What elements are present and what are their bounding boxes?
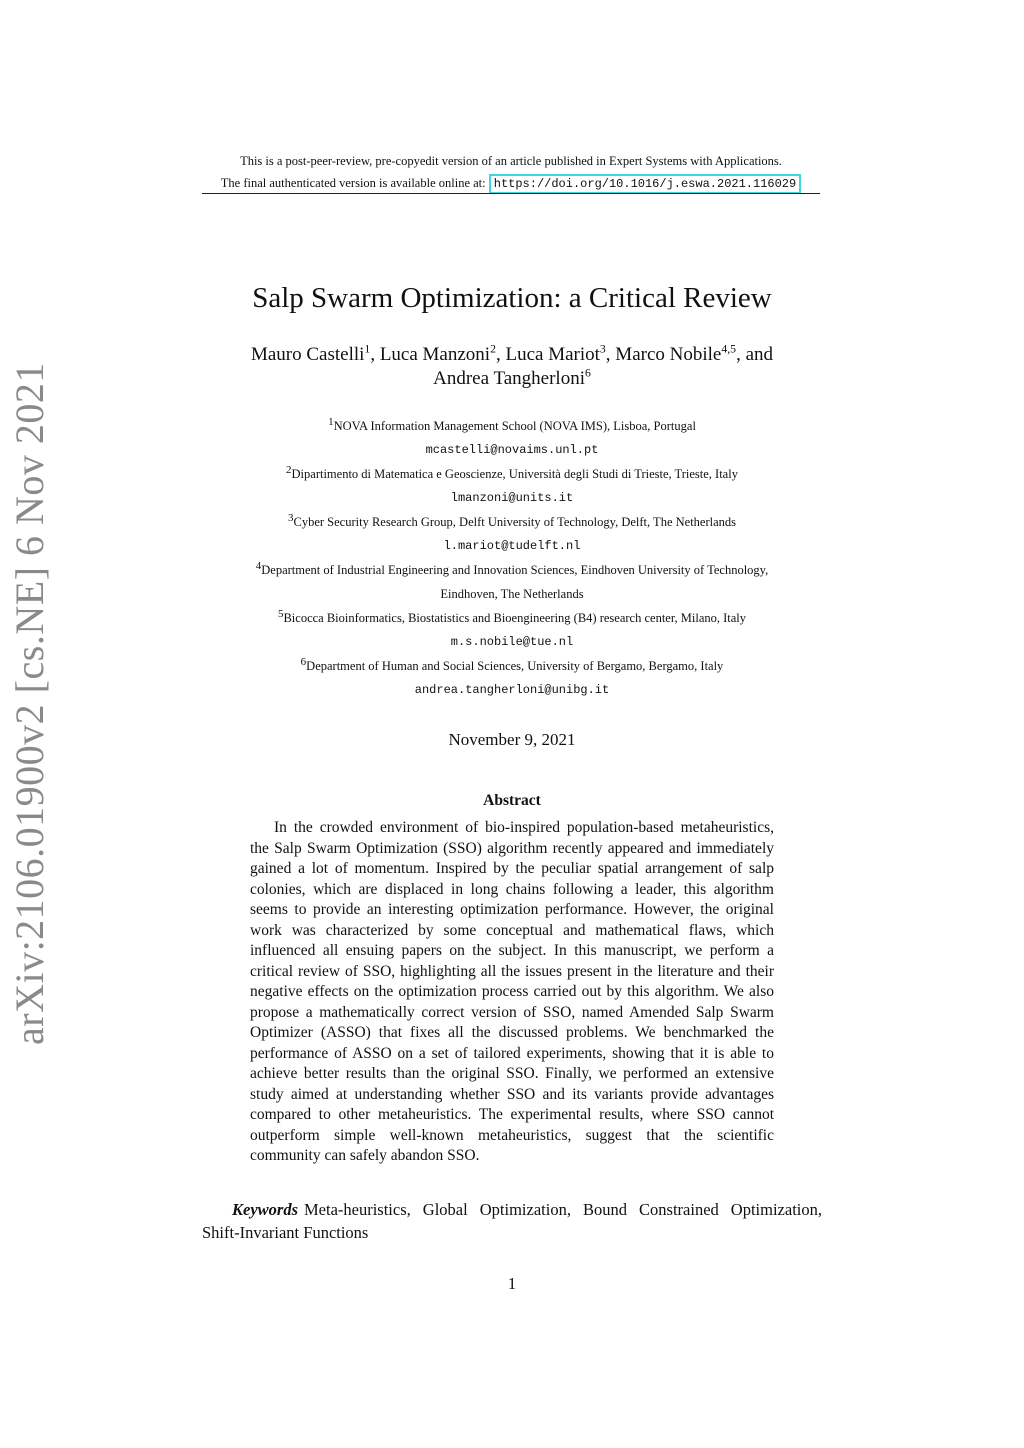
affiliation-text: NOVA Information Management School (NOVA IMS), Lisboa, Portugal — [333, 419, 696, 433]
affiliation-number: 6 — [300, 655, 307, 668]
affiliation-text: Dipartimento di Matematica e Geoscienze, Università degli Studi di Trieste, Trieste, Italy — [291, 467, 738, 481]
affiliation-4 — [150, 558, 874, 582]
affiliation-number: 1 — [328, 415, 334, 428]
author-name: Marco Nobile — [615, 344, 722, 365]
author-affiliation-number: 6 — [584, 366, 591, 380]
author-name: Luca Manzoni — [379, 344, 491, 365]
affiliation-3-email[interactable]: l.mariot@tudelft.nl — [443, 539, 581, 553]
affiliation-text: Department of Human and Social Sciences, University of Bergamo, Bergamo, Italy — [306, 659, 724, 673]
affiliation-number: 5 — [277, 607, 284, 620]
affiliation-5-email[interactable]: m.s.nobile@tue.nl — [450, 635, 574, 649]
keywords-text: Meta-heuristics, Global Optimization, Bound Constrained Optimization, Shift-Invariant Functions — [202, 1200, 822, 1242]
author-affiliation-number: 3 — [599, 342, 606, 356]
author-affiliation-number: 4,5 — [721, 342, 737, 356]
publication-note — [202, 150, 820, 195]
affiliation-text: Department of Industrial Engineering and Innovation Sciences, Eindhoven University of Technology, — [261, 563, 769, 577]
author-name: Luca Mariot — [505, 344, 600, 365]
abstract-heading: Abstract — [483, 792, 541, 809]
affiliation-number: 3 — [287, 511, 294, 524]
paper-date: November 9, 2021 — [448, 730, 576, 749]
publication-note-prefix: The final authenticated version is available online at: — [220, 176, 486, 190]
affiliation-list — [150, 414, 874, 702]
paper-title: Salp Swarm Optimization: a Critical Review — [252, 282, 772, 314]
affiliation-text: Cyber Security Research Group, Delft University of Technology, Delft, The Netherlands — [293, 515, 737, 529]
doi-link[interactable]: https://doi.org/10.1016/j.eswa.2021.116029 — [489, 174, 801, 194]
affiliation-1-email[interactable]: mcastelli@novaims.unl.pt — [425, 443, 599, 457]
affiliation-3 — [150, 510, 874, 534]
publication-note-line2 — [202, 172, 820, 195]
affiliation-6 — [150, 654, 874, 678]
affiliation-number: 4 — [255, 559, 262, 572]
author-affiliation-number: 1 — [364, 342, 371, 356]
affiliation-2-email[interactable]: lmanzoni@units.it — [450, 491, 574, 505]
author-affiliation-number: 2 — [490, 342, 496, 356]
affiliation-text: Bicocca Bioinformatics, Biostatistics and Bioengineering (B4) research center, Milano, Italy — [283, 611, 747, 625]
affiliation-4-continued: Eindhoven, The Netherlands — [440, 587, 584, 601]
author-line-1: Mauro Castelli$^1$, Luca Manzoni$^2$, Luca Mariot$^3$, Marco Nobile$^{4,5}$, and — [250, 342, 774, 365]
affiliation-number: 2 — [286, 463, 292, 476]
affiliation-2 — [150, 462, 874, 486]
arxiv-identifier-stamp: arXiv:2106.01900v2 [cs.NE] 6 Nov 2021 — [7, 362, 52, 1045]
author-name: Mauro Castelli — [250, 344, 365, 365]
header-divider — [202, 193, 820, 194]
keywords-section — [202, 1198, 822, 1244]
page-number: 1 — [507, 1274, 517, 1293]
keywords-label: Keywords — [232, 1200, 298, 1219]
affiliation-5 — [150, 606, 874, 630]
abstract-body: In the crowded environment of bio-inspired population-based metaheuristics, the Salp Swarm Optimization (SSO) algorithm recently appeared and immediately gained a lot of momentum. Inspired by the peculiar spatial arrangement of salp colonies, which are displaced in long chains following a leader, this algorithm seems to provide an interesting optimization performance. However, the original work was characterized by some conceptual and mathematical flaws, which influenced all ensuing papers on the subject. In this manuscript, we perform a critical review of SSO, highlighting all the issues present in the literature and their negative effects on the optimization process carried out by this algorithm. We also propose a mathematically correct version of SSO, named Amended Salp Swarm Optimizer (ASSO) that fixes all the discussed problems. We benchmarked the performance of ASSO on a set of tailored experiments, showing that it is able to achieve better results than the original SSO. Finally, we performed an extensive study aimed at understanding whether SSO and its variants provide advantages compared to other metaheuristics. The experimental results, where SSO cannot outperform simple well-known metaheuristics, suggest that the scientific community can safely abandon SSO. — [250, 819, 774, 1164]
affiliation-6-email[interactable]: andrea.tangherloni@unibg.it — [414, 683, 610, 697]
affiliation-1 — [150, 414, 874, 438]
author-line-2 — [150, 367, 874, 391]
publication-note-line1: This is a post-peer-review, pre-copyedit version of an article published in Expert Systems with Applications. — [240, 154, 782, 168]
author-list — [150, 343, 874, 391]
author-conjunction: and — [745, 344, 774, 365]
author-name: Andrea Tangherloni — [433, 368, 585, 389]
